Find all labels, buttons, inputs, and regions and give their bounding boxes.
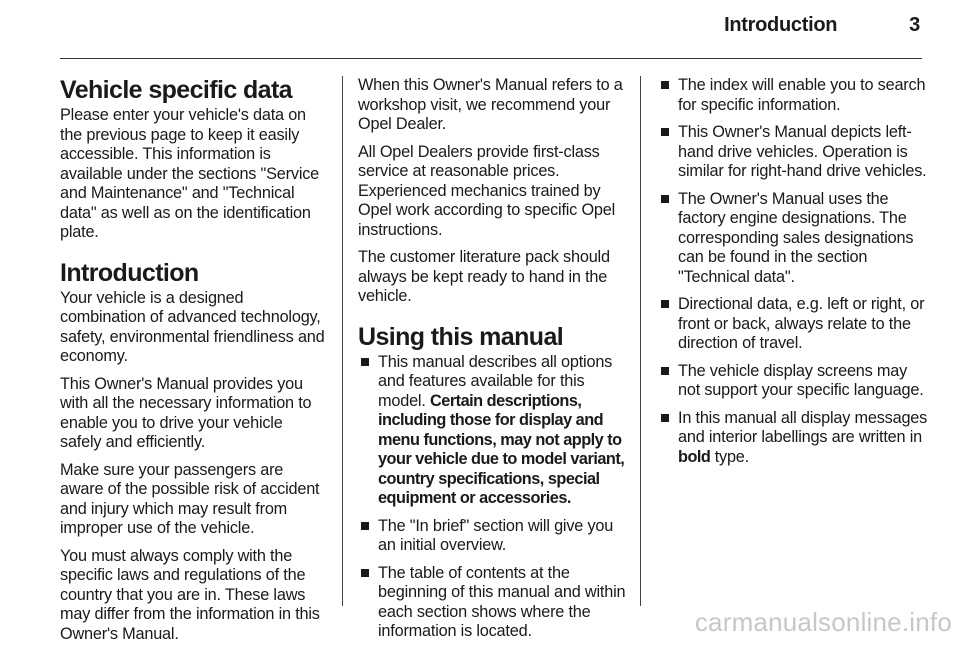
square-bullet-icon: [361, 358, 369, 366]
list-item-text: The vehicle display screens may not support your specific language.: [678, 361, 924, 399]
list-item-text: This Owner's Manual depicts left-hand drive vehicles. Operation is similar for right-hand drive vehicles.: [678, 123, 927, 180]
heading-using-this-manual: Using this manual: [358, 322, 564, 351]
list-item: [658, 123, 928, 182]
watermark: carmanualsonline.info: [694, 607, 952, 637]
list-item-text: This manual describes all options and features available for this model.: [378, 352, 613, 410]
list-item-text: The table of contents at the beginning of this manual and within each section shows where the information is located.: [378, 563, 626, 640]
list-item-bold-text: bold: [678, 447, 711, 466]
list-item-text: The "In brief" section will give you an initial overview.: [378, 516, 614, 554]
paragraph: Make sure your passengers are aware of the possible risk of accident and injury which may result from improper use of the vehicle.: [60, 460, 320, 537]
square-bullet-icon: [661, 195, 669, 203]
column-3: [658, 76, 928, 475]
list-item-text: Directional data, e.g. left or right, or front or back, always relate to the direction of travel.: [678, 295, 925, 352]
column-divider: [342, 76, 343, 606]
bullet-list: [658, 76, 928, 467]
square-bullet-icon: [361, 522, 369, 530]
list-item-bold-text: Certain descriptions, including those for display and menu functions, may not apply to your vehicle due to model variant, country specifications, special equipment or accessories.: [378, 391, 625, 507]
list-item: [658, 190, 928, 288]
square-bullet-icon: [661, 367, 669, 375]
column-2: [358, 76, 630, 650]
paragraph: All Opel Dealers provide first-class service at reasonable prices. Experienced mechanics trained by Opel work according to specific Opel instructions.: [358, 142, 616, 239]
list-item: [658, 76, 928, 115]
bullet-list: [358, 353, 630, 642]
square-bullet-icon: [361, 569, 369, 577]
square-bullet-icon: [661, 300, 669, 308]
square-bullet-icon: [661, 414, 669, 422]
paragraph: When this Owner's Manual refers to a workshop visit, we recommend your Opel Dealer.: [358, 76, 623, 133]
list-item: [358, 517, 630, 556]
page-header: [724, 14, 920, 37]
list-item: [658, 362, 928, 401]
column-1: [60, 76, 328, 652]
list-item: [658, 409, 928, 468]
paragraph: You must always comply with the specific laws and regulations of the country that you are in. These laws may differ from the information in this Owner's Manual.: [60, 546, 320, 643]
paragraph: This Owner's Manual provides you with all the necessary information to enable you to drive your vehicle safely and efficiently.: [60, 374, 312, 451]
list-item: [358, 564, 630, 642]
heading-vehicle-specific-data: Vehicle specific data: [60, 76, 292, 104]
list-item: [658, 295, 928, 354]
list-item-text-end: type.: [714, 447, 749, 466]
page-number: 3: [909, 14, 920, 36]
square-bullet-icon: [661, 81, 669, 89]
square-bullet-icon: [661, 128, 669, 136]
header-title: Introduction: [724, 14, 838, 36]
paragraph: Your vehicle is a designed combination of advanced technology, safety, environmental friendliness and economy.: [60, 288, 325, 365]
list-item-text: In this manual all display messages and interior labellings are written in: [678, 408, 928, 446]
column-divider: [640, 76, 641, 606]
paragraph: The customer literature pack should always be kept ready to hand in the vehicle.: [358, 248, 610, 305]
list-item: [358, 353, 630, 509]
header-divider: [60, 58, 922, 59]
list-item-text: The index will enable you to search for specific information.: [678, 76, 926, 114]
paragraph: Please enter your vehicle's data on the previous page to keep it easily accessible. This information is available under the sections "Service and Maintenance" and "Technical data" as well as on the identification plate.: [60, 106, 320, 241]
list-item-text: The Owner's Manual uses the factory engine designations. The corresponding sales designations can be found in the section "Technical data".: [678, 189, 914, 286]
heading-introduction: Introduction: [60, 258, 199, 287]
